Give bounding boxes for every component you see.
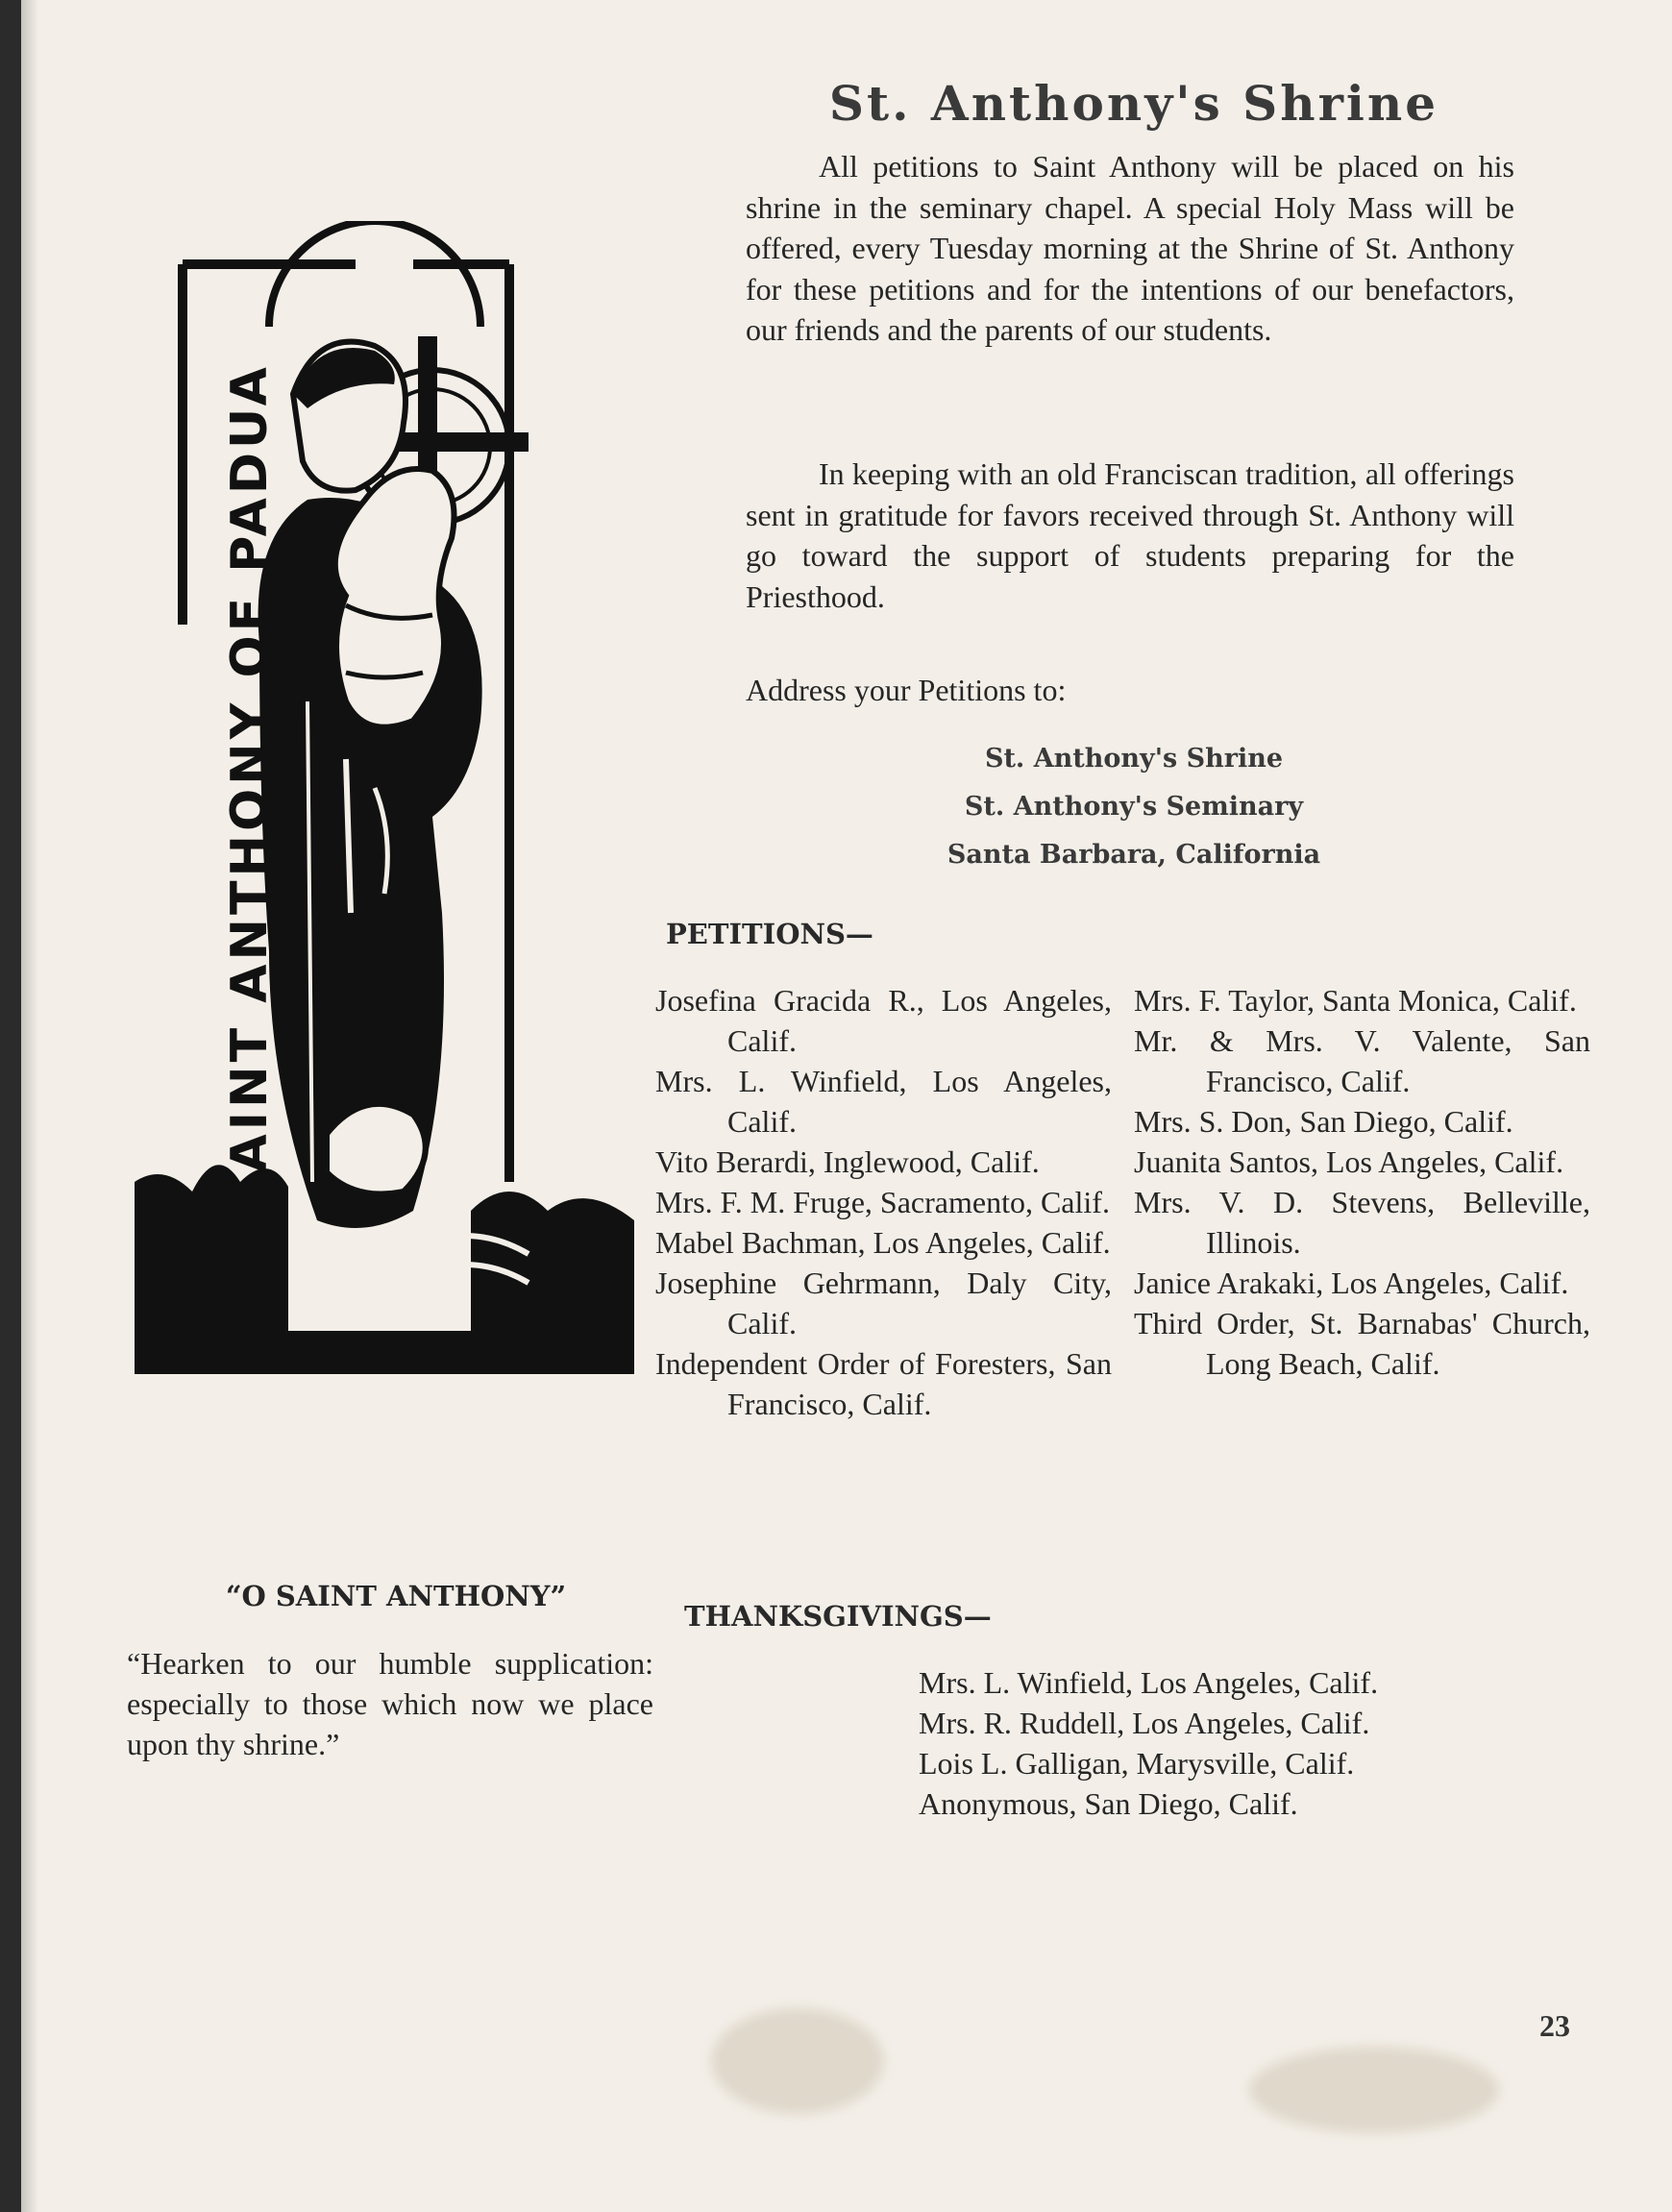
list-item: Josephine Gehrmann, Daly City, Calif. [655, 1266, 1112, 1340]
caption-title: “O SAINT ANTHONY” [225, 1580, 567, 1612]
address-line: St. Anthony's Shrine [984, 744, 1284, 774]
list-item: Mrs. L. Winfield, Los Angeles, Calif. [919, 1665, 1379, 1700]
list-item: Third Order, St. Barnabas' Church, Long Beach, Calif. [1134, 1306, 1590, 1381]
list-item: Independent Order of Foresters, San Francisco, Calif. [655, 1346, 1112, 1421]
page-number: 23 [1539, 2008, 1570, 2043]
list-item: Mrs. F. Taylor, Santa Monica, Calif. [1134, 983, 1577, 1018]
offerings-paragraph: In keeping with an old Franciscan tradition, all offerings sent in gratitude for favors received through St. Anthony will go toward the support of students preparing for the Priesthood. [746, 456, 1514, 614]
address-intro: Address your Petitions to: [746, 673, 1067, 707]
list-item: Josefina Gracida R., Los Angeles, Calif. [655, 983, 1112, 1058]
list-item: Mabel Bachman, Los Angeles, Calif. [655, 1225, 1111, 1260]
petitions-left-column [655, 980, 1112, 1424]
list-item: Mrs. F. M. Fruge, Sacramento, Calif. [655, 1185, 1110, 1219]
thanksgivings-list [919, 1662, 1380, 1824]
list-item: Janice Arakaki, Los Angeles, Calif. [1134, 1266, 1569, 1300]
address-line: Santa Barbara, California [947, 840, 1321, 870]
intro-paragraph: All petitions to Saint Anthony will be placed on his shrine in the seminary chapel. A special Holy Mass will be offered, every Tuesday morning at the Shrine of St. Anthony for these petitions and for the intentions of our benefactors, our friends and the parents of our students. [746, 149, 1514, 347]
address-line: St. Anthony's Seminary [964, 792, 1304, 822]
page-binding-edge [0, 0, 21, 2212]
petitions-heading: PETITIONS— [666, 918, 873, 950]
list-item: Vito Berardi, Inglewood, Calif. [655, 1144, 1040, 1179]
list-item: Anonymous, San Diego, Calif. [919, 1786, 1298, 1821]
list-item: Juanita Santos, Los Angeles, Calif. [1134, 1144, 1564, 1179]
page-title: St. Anthony's Shrine [828, 75, 1439, 132]
list-item: Mrs. S. Don, San Diego, Calif. [1134, 1104, 1513, 1139]
list-item: Mr. & Mrs. V. Valente, San Francisco, Calif. [1134, 1023, 1590, 1098]
list-item: Mrs. R. Ruddell, Los Angeles, Calif. [919, 1706, 1370, 1740]
paper-stain [711, 2008, 884, 2114]
list-item: Lois L. Galligan, Marysville, Calif. [919, 1746, 1355, 1781]
saint-anthony-illustration [125, 221, 644, 1566]
petitions-right-column [1134, 980, 1590, 1384]
caption-prayer: “Hearken to our humble supplication: especially to those which now we place upon thy shrine.” [127, 1646, 653, 1761]
illustration-side-text: SAINT ANTHONY OF PADUA [221, 363, 279, 1213]
list-item: Mrs. L. Winfield, Los Angeles, Calif. [655, 1064, 1112, 1139]
page-edge-shadow [21, 0, 38, 2212]
paper-stain [1249, 2047, 1499, 2133]
thanksgivings-heading: THANKSGIVINGS— [684, 1600, 992, 1633]
list-item: Mrs. V. D. Stevens, Belleville, Illinois. [1134, 1185, 1590, 1260]
